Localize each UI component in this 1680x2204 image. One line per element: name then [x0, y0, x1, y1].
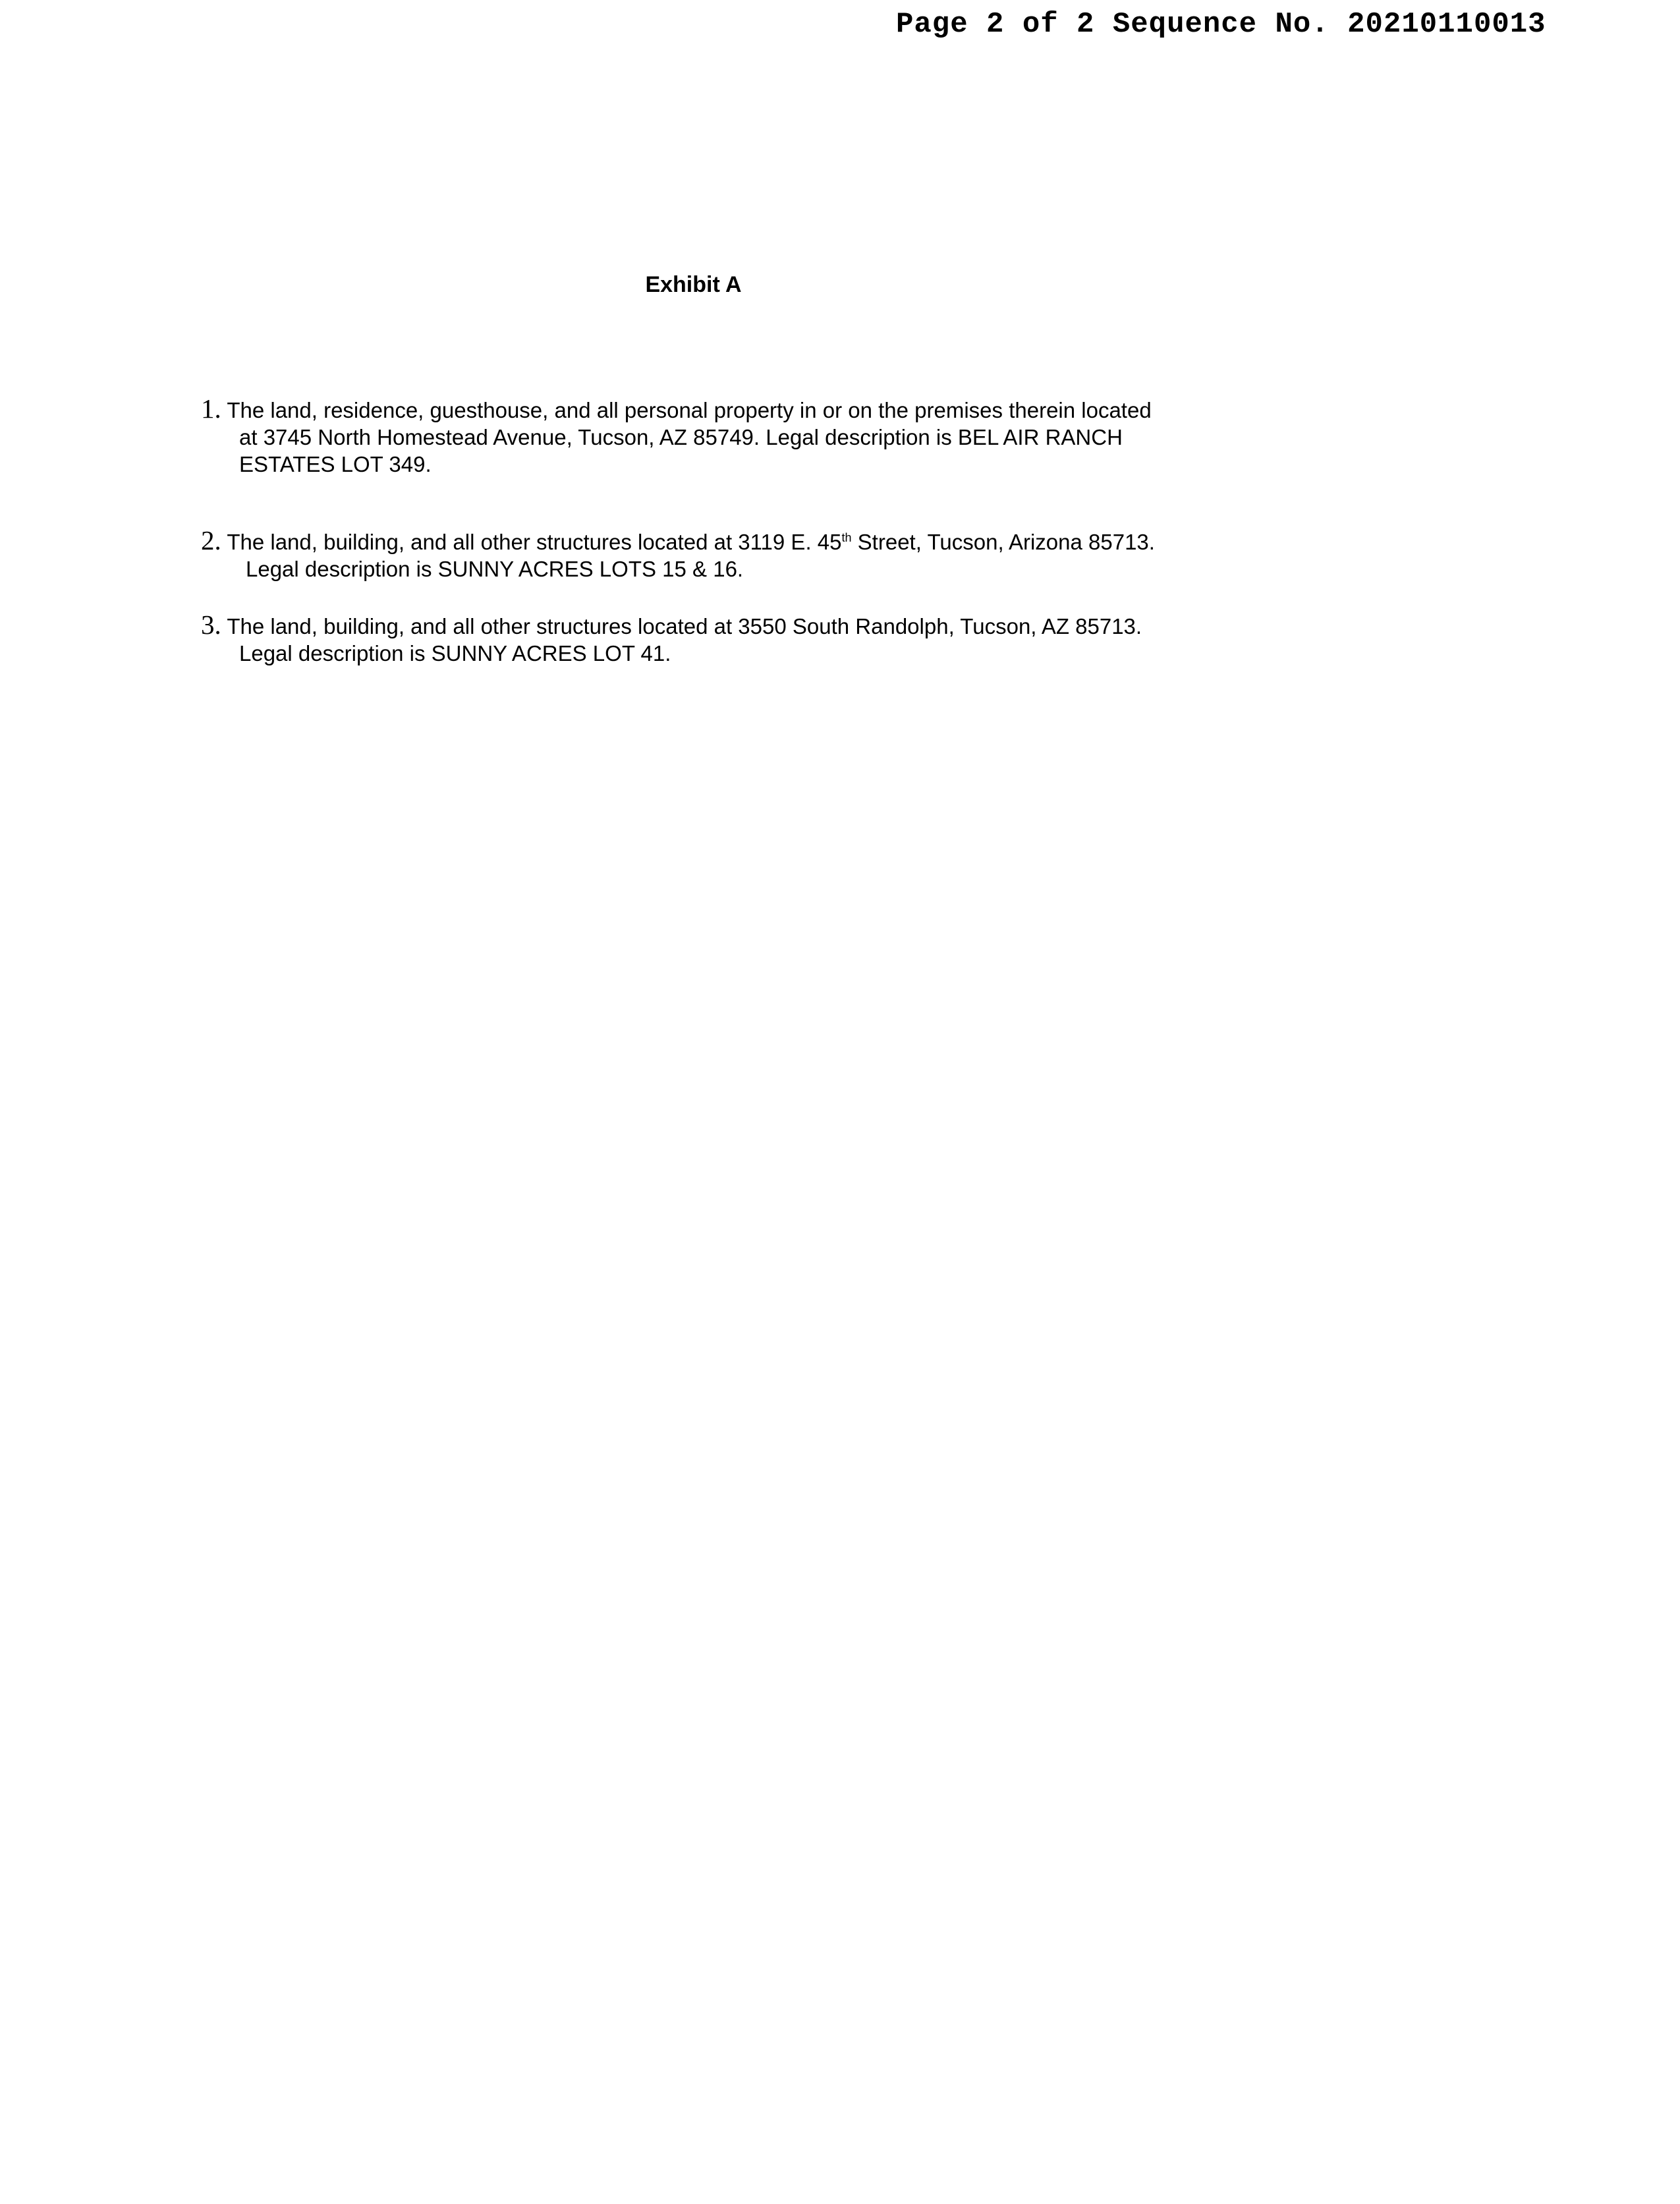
list-item-number: 2.	[201, 525, 221, 555]
list-item	[201, 395, 1152, 478]
list-item-line	[201, 395, 1152, 424]
list-item-text: The land, building, and all other structures located at 3550 South Randolph, Tucson, AZ 85713.	[227, 614, 1142, 638]
list-item-line	[201, 527, 1155, 555]
list-item-number: 1.	[201, 393, 221, 424]
list-item-text: Legal description is SUNNY ACRES LOTS 15 & 16.	[246, 557, 744, 581]
list-item-text: at 3745 North Homestead Avenue, Tucson, AZ 85749. Legal description is BEL AIR RANCH	[239, 425, 1123, 449]
ordinal-suffix: th	[841, 531, 852, 544]
list-item-line	[201, 611, 1142, 640]
list-item-text: ESTATES LOT 349.	[239, 452, 432, 476]
list-item	[201, 527, 1155, 582]
page-sequence-header: Page 2 of 2 Sequence No. 20210110013	[896, 8, 1546, 41]
list-item	[201, 611, 1142, 667]
list-item-text: The land, residence, guesthouse, and all personal property in or on the premises therein located	[227, 398, 1152, 422]
list-item-text: Legal description is SUNNY ACRES LOT 41.	[239, 641, 671, 665]
list-item-text: The land, building, and all other structures located at 3119 E. 45	[227, 530, 842, 554]
exhibit-title: Exhibit A	[645, 272, 742, 297]
list-item-number: 3.	[201, 609, 221, 640]
list-item-text: Street, Tucson, Arizona 85713.	[851, 530, 1155, 554]
